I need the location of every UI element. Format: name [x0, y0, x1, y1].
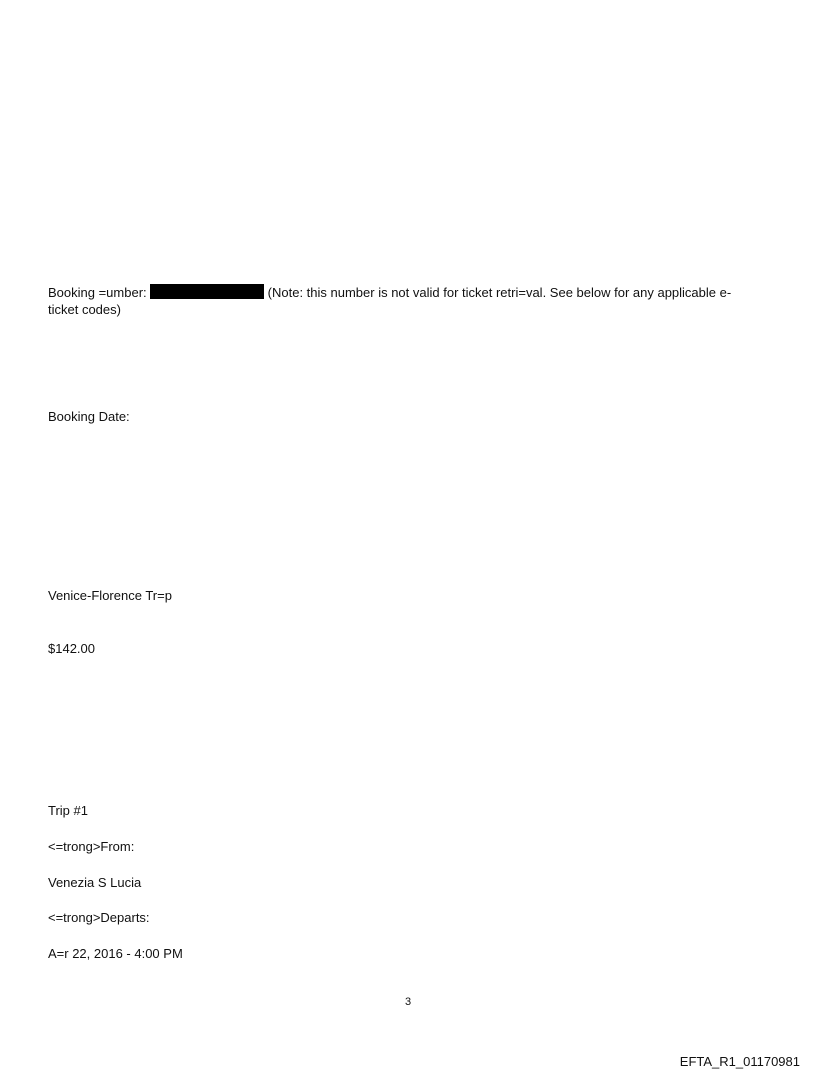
- from-value: Venezia S Lucia: [48, 875, 142, 890]
- departs-value: A=r 22, 2016 - 4:00 PM: [48, 946, 183, 961]
- trip-title: Venice-Florence Tr=p: [48, 588, 172, 603]
- booking-date-label: Booking Date:: [48, 409, 130, 424]
- trip-price: $142.00: [48, 641, 95, 656]
- booking-number-block: [48, 284, 768, 318]
- page-number: 3: [404, 996, 412, 1008]
- booking-number-label: Booking =umber:: [48, 285, 147, 300]
- document-id: EFTA_R1_01170981: [679, 1054, 800, 1069]
- trip-heading: Trip #1: [48, 803, 88, 818]
- booking-note-continued: ticket codes): [48, 302, 121, 317]
- redaction-bar: [150, 284, 264, 299]
- from-label: <=trong>From:: [48, 839, 135, 854]
- departs-label: <=trong>Departs:: [48, 910, 150, 925]
- booking-note: (Note: this number is not valid for ticket retri=val. See below for any applicable e-: [267, 285, 732, 300]
